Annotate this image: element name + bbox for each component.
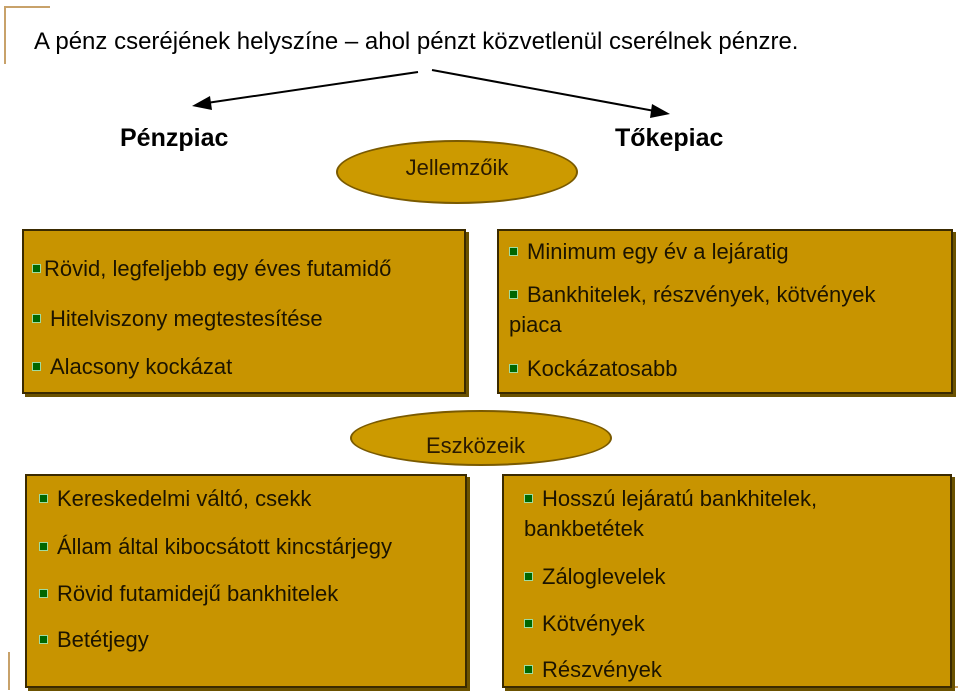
list-item: Kereskedelmi váltó, csekk [39,485,311,513]
bullet-icon [524,494,533,503]
capital-market-heading: Tőkepiac [615,124,724,152]
list-item-continuation: piaca [509,312,562,337]
bullet-icon [509,364,518,373]
bullet-icon [509,290,518,299]
bullet-icon [524,665,533,674]
bullet-icon [39,635,48,644]
bullet-icon [39,589,48,598]
bullet-icon [524,572,533,581]
instruments-oval-label: Eszközeik [426,433,526,458]
list-item: Kötvények [524,610,645,638]
list-item: Hosszú lejáratú bankhitelek, [524,485,817,513]
list-item-continuation: bankbetétek [524,516,644,541]
list-item: Bankhitelek, részvények, kötvények [509,281,876,309]
capital-market-features-box [497,229,953,394]
list-item: Rövid, legfeljebb egy éves futamidő [32,255,391,283]
list-item: Minimum egy év a lejáratig [509,238,789,266]
capital-market-instruments-box [502,474,952,688]
bullet-icon [39,494,48,503]
features-oval-label: Jellemzőik [405,155,509,180]
money-market-features-box [22,229,466,394]
bullet-icon [32,362,41,371]
bullet-icon [509,247,518,256]
list-item: Alacsony kockázat [32,353,232,381]
bullet-icon [32,314,41,323]
bullet-icon [524,619,533,628]
list-item: Állam által kibocsátott kincstárjegy [39,533,392,561]
money-market-instruments-box [25,474,467,688]
list-item: Hitelviszony megtestesítése [32,305,323,333]
list-item: Betétjegy [39,626,149,654]
instruments-oval [350,410,612,466]
list-item: Részvények [524,656,662,684]
list-item: Kockázatosabb [509,355,677,383]
list-item: Rövid futamidejű bankhitelek [39,580,338,608]
money-market-heading: Pénzpiac [120,124,229,152]
bullet-icon [32,264,41,273]
features-oval [336,140,578,204]
bullet-icon [39,542,48,551]
list-item: Záloglevelek [524,563,666,591]
page-title: A pénz cseréjének helyszíne – ahol pénzt közvetlenül cserélnek pénzre. [34,28,799,55]
